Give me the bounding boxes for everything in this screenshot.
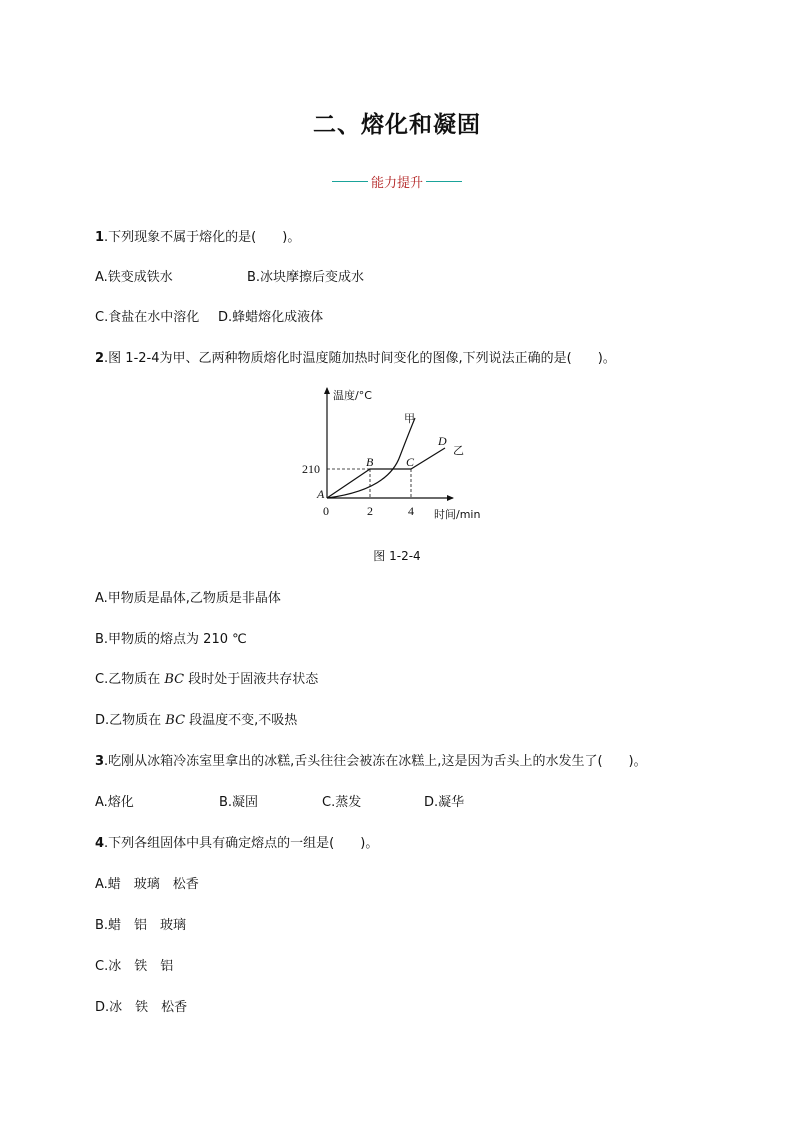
question-3-option-b: B.凝固	[219, 795, 259, 810]
question-1-option-d: D.蜂蜡熔化成液体	[218, 310, 324, 325]
question-1-option-c: C.食盐在水中溶化	[95, 310, 200, 325]
question-1-options-row-1	[95, 266, 364, 285]
question-4-number: 4	[95, 836, 105, 851]
question-3-stem	[95, 750, 647, 769]
question-1-options-row-2	[95, 306, 323, 325]
question-1-stem	[95, 226, 300, 245]
question-2-stem	[95, 347, 616, 366]
question-3-option-d: D.凝华	[424, 795, 465, 810]
question-1-number: 1	[95, 230, 105, 245]
banner-rule-right	[426, 181, 462, 182]
question-4-option-c: C.冰 铁 铝	[95, 959, 174, 974]
banner-rule-left	[332, 181, 368, 182]
x-tick-4: 4	[408, 504, 414, 518]
figure-caption: 图 1-2-4	[373, 549, 421, 563]
question-2-option-d	[95, 709, 297, 728]
question-3-options	[95, 791, 464, 810]
question-4-option-d: D.冰 铁 松香	[95, 1000, 188, 1015]
question-2-text: .图 1-2-4为甲、乙两种物质熔化时温度随加热时间变化的图像,下列说法正确的是( )。	[104, 351, 616, 366]
question-3-option-c: C.蒸发	[322, 795, 362, 810]
question-2-option-a: A.甲物质是晶体,乙物质是非晶体	[95, 591, 281, 606]
question-1-option-a: A.铁变成铁水	[95, 270, 173, 285]
option-c-segment-var: BC	[164, 672, 185, 687]
curve-yi-label: 乙	[453, 444, 464, 457]
option-d-segment-var: BC	[165, 713, 186, 728]
option-c-text-2: 段时处于固液共存状态	[184, 672, 319, 687]
question-3-text: .吃刚从冰箱冷冻室里拿出的冰糕,舌头往往会被冻在冰糕上,这是因为舌头上的水发生了( )。	[104, 754, 647, 769]
point-c-label: C	[406, 455, 415, 469]
question-1-text: .下列现象不属于熔化的是( )。	[104, 230, 301, 245]
curve-jia-label: 甲	[404, 412, 415, 425]
question-2-number: 2	[95, 351, 105, 366]
point-d-label: D	[438, 434, 447, 448]
question-4-text: .下列各组固体中具有确定熔点的一组是( )。	[104, 836, 379, 851]
x-axis-label: 时间/min	[434, 508, 481, 521]
y-tick-210: 210	[302, 462, 320, 476]
question-4-option-a: A.蜡 玻璃 松香	[95, 877, 199, 892]
question-2-option-b: B.甲物质的熔点为 210 ℃	[95, 632, 247, 647]
question-4-option-b: B.蜡 铝 玻璃	[95, 918, 187, 933]
section-label: 能力提升	[370, 176, 423, 191]
option-d-text-2: 段温度不变,不吸热	[185, 713, 298, 728]
figure-temperature-time-graph	[300, 380, 500, 528]
option-c-text-1: C.乙物质在	[95, 672, 165, 687]
page-title: 二、熔化和凝固	[313, 112, 481, 138]
section-banner	[0, 172, 794, 191]
x-tick-2: 2	[367, 504, 373, 518]
origin-label: 0	[323, 504, 329, 518]
question-2-option-c	[95, 668, 318, 687]
question-3-number: 3	[95, 754, 105, 769]
question-4-stem	[95, 832, 378, 851]
question-3-option-a: A.熔化	[95, 795, 134, 810]
point-b-label: B	[366, 455, 374, 469]
y-axis-label: 温度/°C	[333, 389, 372, 402]
curve-yi	[327, 448, 445, 498]
question-1-option-b: B.冰块摩擦后变成水	[247, 270, 365, 285]
option-d-text-1: D.乙物质在	[95, 713, 166, 728]
point-a-label: A	[317, 487, 325, 501]
